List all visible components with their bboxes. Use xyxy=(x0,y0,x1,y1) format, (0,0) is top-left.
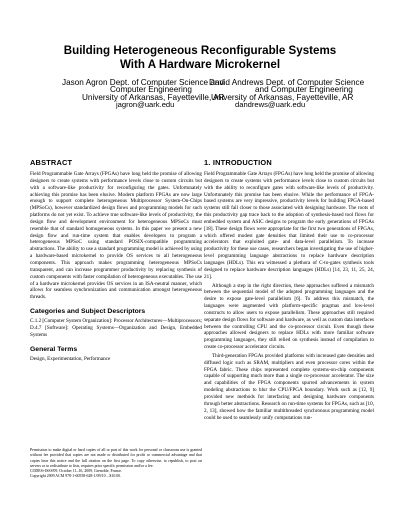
categories-text: C.1.2 [Computer System Organization]: Processor Architectures—Multiprocessors; D.4.7 [Software]: Operating Systems—Organization and Design, Embedded Systems xyxy=(30,318,202,338)
general-terms-text: Design, Experimentation, Performance xyxy=(30,355,111,362)
general-terms-heading: General Terms xyxy=(30,345,78,353)
title-line-2: With A Hardware Microkernel xyxy=(119,57,281,71)
title-line-1: Building Heterogeneous Reconfigurable Systems xyxy=(63,44,337,57)
copyright-notice xyxy=(30,448,202,480)
paper-title xyxy=(20,44,380,71)
author-name-line: Jason Agron Dept. of Computer Science and xyxy=(62,78,225,87)
author-affiliation-line: Computer Engineering xyxy=(110,85,192,95)
author-email: jagron@uark.edu xyxy=(116,100,175,110)
intro-paragraph-1: Field Programmable Gate Arrays (FPGAs) have long held the promise of allowing designers to create systems with performance levels close to custom circuits but with the ability to reconfigure gates with software-like levels of productivity. Unfortunately this promise has been elusive. While the performance of FPGA-based systems are very impressive, productivity levels for building FPGA-based systems still fall closer to those associated with designing hardware. The roots of this productivity gap trace back to the adoption of synthesis-based tool flows for embedded system and ASIC designs to program the early generations of FPGAs [18]. These design flows were appropriate for the first two generations of FPGAs, which offered modest gate densities that limited their use to co-processor accelerators that exploited gate- and data-level parallelism. To increase productivity for these use cases, researchers began investigating the use of higher-level programming language abstractions to replace hardware description languages (HDLs). This era witnessed a plethora of C-to-gates synthesis tools designed to replace hardware description languages (HDLs) [14, 23, 11, 25, 24, 21]. xyxy=(204,171,374,280)
copyright-line: Copyright 2009 ACM 978-1-60558-628-1/09/10 ...$10.00. xyxy=(30,474,122,479)
right-column xyxy=(204,158,374,423)
author-affiliation-line: and Computer Engineering xyxy=(255,85,353,95)
abstract-text: Field Programmable Gate Arrays (FPGAs) have long held the promise of allowing designers to create systems with performance levels close to custom circuits but with a software-like productivity for reconfiguring the gates. Unfortunately achieving this promise has been elusive. Modern platform FPGAs are now large enough to support complete heterogeneous Multiprocessor System-On-Chips (MPSoCs), however standardized design flows and programming models for such platforms do not yet exist. To achieve true software-like levels of productivity, the design flow and development environment for heterogeneous MPSoCs must resemble that of standard homogeneous systems. In this paper we present a new design flow and run-time system that enables developers to program a heterogeneous MPSoC using standard POSIX-compatible programming abstractions. The ability to use a standard programming model is achieved by using a hardware-based microkernel to provide OS services to all heterogeneous components. This approach makes programming heterogeneous MPSoCs transparent, and can increase programmer productivity by replacing synthesis of custom components with faster compilation of heterogeneous executables. The use of a hardware microkernel provides OS services in an ISA-neutral manner, which allows for seamless synchronization and communication amongst heterogeneous threads. xyxy=(30,171,202,301)
author-affiliation-line: University of Arkansas, Fayetteville, AR xyxy=(211,92,354,102)
author-block-1 xyxy=(62,79,224,109)
author-block-2 xyxy=(209,79,364,109)
abstract-heading: ABSTRACT xyxy=(30,158,73,167)
author-name-line: David Andrews Dept. of Computer Science xyxy=(209,78,365,87)
copyright-permission: Permission to make digital or hard copies of all or part of this work for personal or classroom use is granted without fee provided that copies are not made or distributed for profit or commercial advantage and that copies bear this notice and the full citation on the first page. To copy otherwise, to republish, to post on servers or to redistribute to lists, requires prior specific permission and/or a fee. xyxy=(30,448,202,468)
copyright-venue: CODES+ISSS'09, October 11–16, 2009, Grenoble, France. xyxy=(30,469,123,474)
intro-paragraph-2: Although a step in the right direction, these approaches suffered a mismatch between the sequential model of the adopted programming languages and the desire to expose gate-level parallelism [6]. To address this mismatch, the languages were augmented with platform-specific pragmas and low-level constructs to allow users to expose parallelism. These approaches still required separate design flows for software and hardware, as well as custom data interfaces between the controlling CPU and the co-processor circuit. Even though these approaches allowed designers to replace HDLs with more familiar software programming languages, they still relied on synthesis instead of compilation to create co-processor accelerator circuits. xyxy=(204,282,374,351)
author-affiliation-line: University of Arkansas, Fayetteville, AR xyxy=(82,92,225,102)
intro-paragraph-3: Third-generation FPGAs provided platforms with increased gate densities and diffused logic such as SRAM, multipliers and even processor cores within the FPGA fabric. These chips represented complete systems-on-chip components capable of supporting much more than a single co-processor accelerator. The size and capabilities of the FPGA components spurred advancements in system modeling abstractions to blur the CPU/FPGA boundary. Work such as [12, 9] provided new methods for interfacing and designing hardware components through better abstractions. Research on run-time systems for FPGAs, such as [10, 2, 13], showed how the familiar multithreaded synchronous programming model could be used to seamlessly unify computations run- xyxy=(204,352,374,421)
author-email: dandrews@uark.edu xyxy=(235,100,306,110)
introduction-heading: 1. INTRODUCTION xyxy=(204,158,272,167)
left-column xyxy=(30,158,202,364)
categories-heading: Categories and Subject Descriptors xyxy=(30,308,146,316)
